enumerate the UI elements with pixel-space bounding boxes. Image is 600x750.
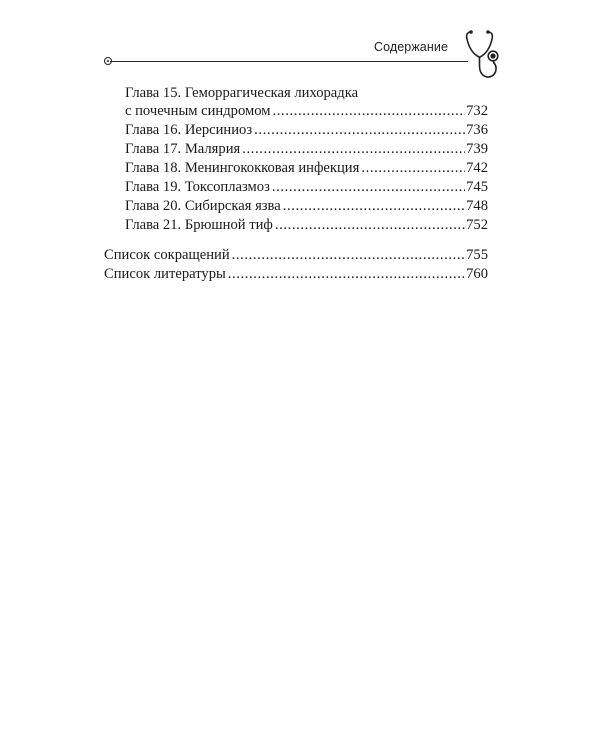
- toc-entry[interactable]: [125, 102, 488, 120]
- toc-entry[interactable]: [125, 216, 488, 234]
- toc-entry-title: Глава 21. Брюшной тиф: [125, 217, 273, 233]
- dot-leader: [232, 246, 465, 264]
- toc-entry-title: Глава 16. Иерсиниоз: [125, 122, 253, 138]
- toc-entry[interactable]: [104, 265, 488, 283]
- dot-leader: [228, 265, 465, 283]
- toc-entry-page: 742: [466, 160, 488, 176]
- toc-entry[interactable]: [125, 140, 488, 158]
- toc-entry-title: Глава 20. Сибирская язва: [125, 198, 281, 214]
- running-header-title: Содержание: [373, 40, 448, 54]
- toc-entry-title: Список литературы: [104, 266, 226, 282]
- toc-entry-page: 745: [466, 179, 488, 195]
- dot-leader: [272, 178, 465, 196]
- dot-leader: [242, 140, 465, 158]
- toc-entry-title: с почечным синдромом: [125, 103, 271, 119]
- header-rule: [110, 61, 468, 62]
- toc-entry-title: Глава 19. Токсоплазмоз: [125, 179, 270, 195]
- toc-entry[interactable]: [125, 178, 488, 196]
- toc-entry-title: Глава 18. Менингококковая инфекция: [125, 160, 360, 176]
- toc-entry-page: 760: [466, 266, 488, 282]
- dot-leader: [254, 121, 465, 139]
- dot-leader: [361, 159, 465, 177]
- stethoscope-icon: [462, 26, 504, 84]
- dot-leader: [272, 102, 465, 120]
- toc-entry[interactable]: [125, 121, 488, 139]
- toc-entry-title: Список сокращений: [104, 247, 230, 263]
- dot-leader: [275, 216, 465, 234]
- running-header: [0, 0, 600, 80]
- toc-entry-page: 748: [466, 198, 488, 214]
- toc-entry[interactable]: [125, 197, 488, 215]
- dot-leader: [283, 197, 465, 215]
- toc-entry-page: 732: [466, 103, 488, 119]
- toc-entry-page: 739: [466, 141, 488, 157]
- toc-entry-title: Глава 17. Малярия: [125, 141, 241, 157]
- toc-entry-page: 752: [466, 217, 488, 233]
- toc-entry-page: 755: [466, 247, 488, 263]
- toc-entry[interactable]: [125, 159, 488, 177]
- toc-entry-line1: Глава 15. Геморрагическая лихорадка: [125, 85, 359, 101]
- toc-entry[interactable]: [104, 246, 488, 264]
- toc-entry-page: 736: [466, 122, 488, 138]
